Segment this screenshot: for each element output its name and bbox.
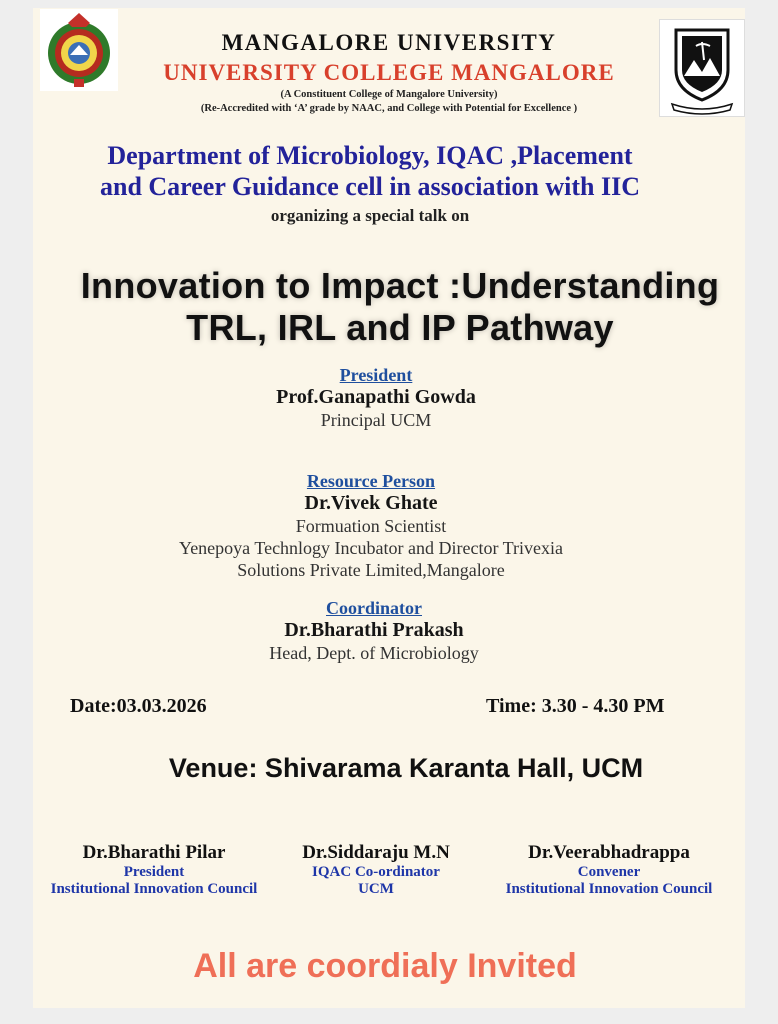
signatory-3 bbox=[484, 842, 734, 898]
signatory-1-name: Dr.Bharathi Pilar bbox=[82, 842, 226, 863]
president-heading: President bbox=[339, 365, 413, 385]
event-date: Date:03.03.2026 bbox=[70, 695, 207, 717]
organizers-line-2: and Career Guidance cell in association with IIC bbox=[99, 172, 640, 201]
coordinator-designation: Head, Dept. of Microbiology bbox=[269, 643, 479, 663]
coordinator-name: Dr.Bharathi Prakash bbox=[284, 619, 464, 641]
resource-person-block bbox=[0, 471, 742, 581]
coordinator-heading: Coordinator bbox=[326, 598, 422, 618]
signatory-1-council: Institutional Innovation Council bbox=[50, 881, 258, 897]
resource-person-heading: Resource Person bbox=[306, 471, 436, 491]
resource-person-name: Dr.Vivek Ghate bbox=[304, 492, 438, 514]
coordinator-block bbox=[0, 598, 748, 664]
signatory-3-council: Institutional Innovation Council bbox=[505, 881, 713, 897]
signatory-2-name: Dr.Siddaraju M.N bbox=[302, 842, 450, 863]
event-venue: Venue: Shivarama Karanta Hall, UCM bbox=[168, 753, 644, 783]
college-name: UNIVERSITY COLLEGE MANGALORE bbox=[163, 60, 615, 85]
talk-title-line-1: Innovation to Impact :Understanding bbox=[80, 265, 720, 306]
talk-title-line-2: TRL, IRL and IP Pathway bbox=[186, 307, 614, 348]
resource-person-line-2: Yenepoya Technlogy Incubator and Director Trivexia bbox=[179, 538, 563, 558]
organizing-note: organizing a special talk on bbox=[270, 206, 470, 225]
president-block bbox=[0, 365, 752, 431]
constituent-note: (A Constituent College of Mangalore University) bbox=[280, 89, 498, 100]
signatory-1 bbox=[28, 842, 280, 898]
organizers bbox=[0, 140, 740, 202]
resource-person-line-1: Formuation Scientist bbox=[295, 516, 447, 536]
resource-person-line-3: Solutions Private Limited,Mangalore bbox=[237, 560, 505, 580]
president-name: Prof.Ganapathi Gowda bbox=[276, 386, 476, 408]
signatory-3-name: Dr.Veerabhadrappa bbox=[528, 842, 690, 863]
signatory-2-unit: UCM bbox=[358, 881, 394, 897]
organizers-line-1: Department of Microbiology, IQAC ,Placement bbox=[107, 141, 633, 170]
signatory-1-role: President bbox=[123, 864, 185, 880]
signatory-2 bbox=[270, 842, 482, 898]
president-designation: Principal UCM bbox=[320, 410, 432, 430]
accreditation-note: (Re-Accredited with ‘A’ grade by NAAC, and College with Potential for Excellence ) bbox=[200, 103, 578, 114]
event-time: Time: 3.30 - 4.30 PM bbox=[486, 695, 665, 717]
talk-title bbox=[0, 265, 778, 349]
university-name: MANGALORE UNIVERSITY bbox=[221, 30, 557, 55]
invitation-text: All are coordialy Invited bbox=[193, 947, 577, 985]
signatory-2-role: IQAC Co-ordinator bbox=[312, 864, 440, 880]
signatory-3-role: Convener bbox=[577, 864, 641, 880]
